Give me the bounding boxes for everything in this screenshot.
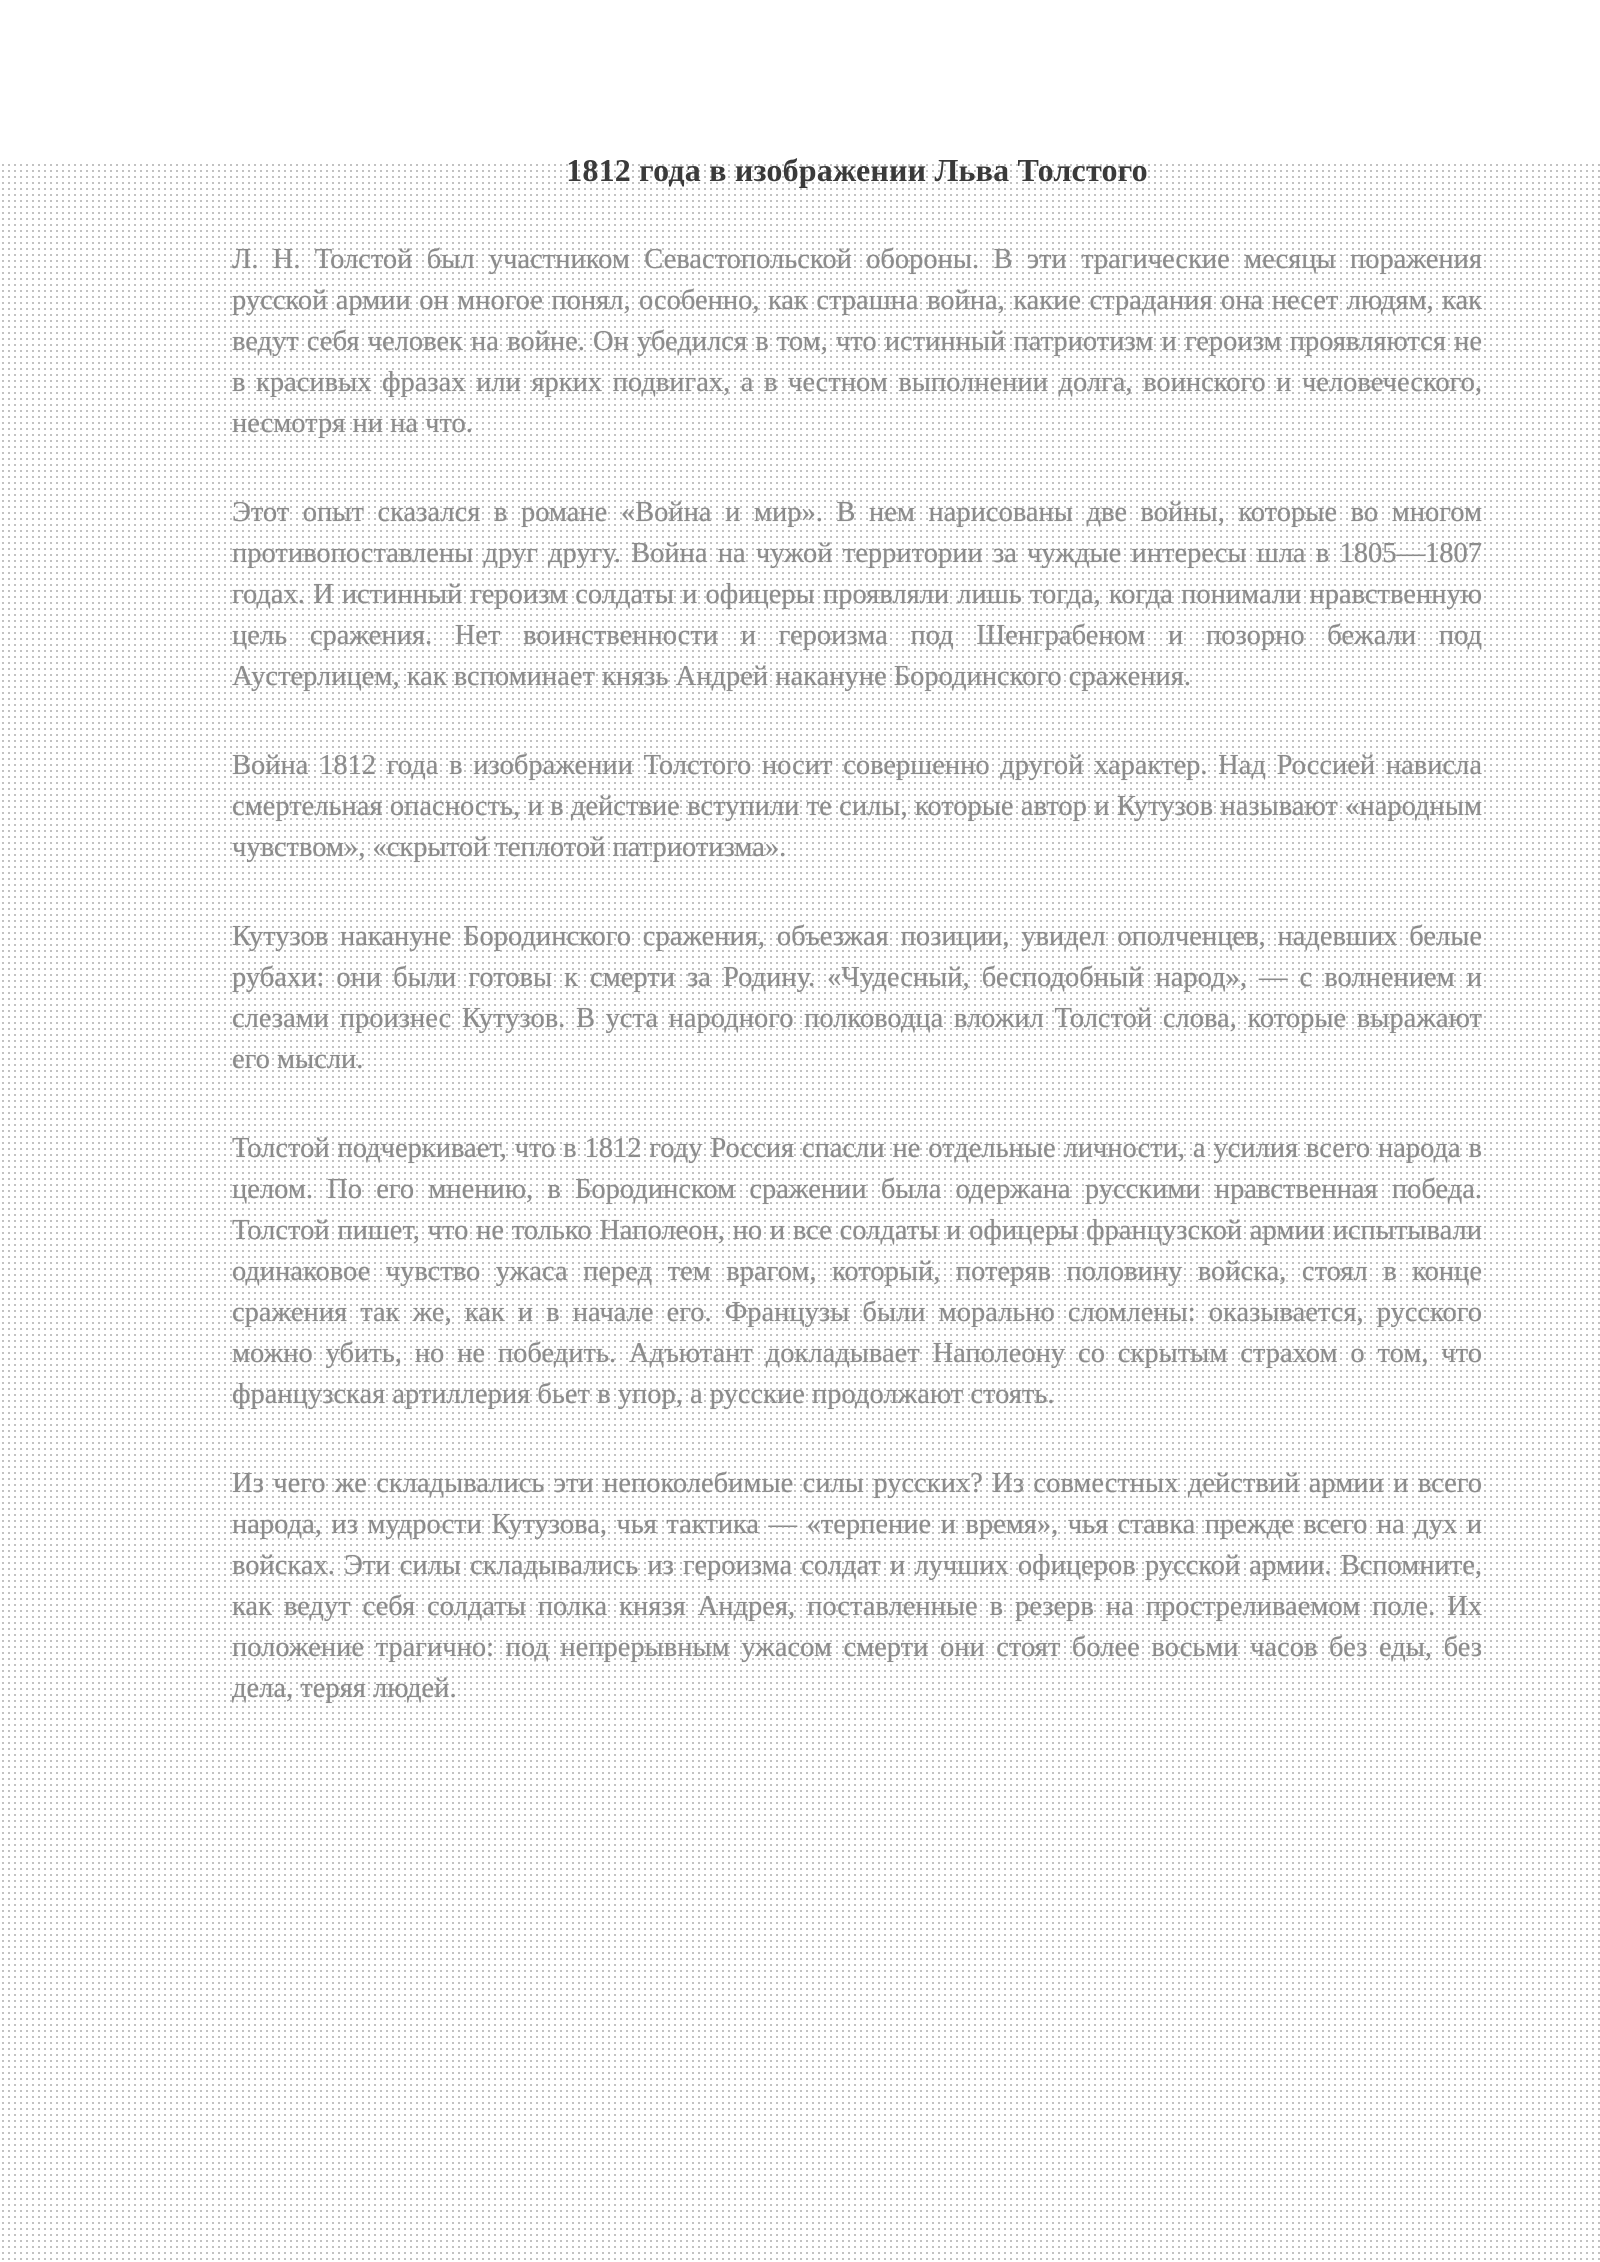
paragraph: Война 1812 года в изображении Толстого носит совершенно другой характер. Над Россией нависла смертельная опасность, и в действие вступили те силы, которые автор и Кутузов называют «народным чувством», «скрытой теплотой патриотизма». — [232, 750, 1482, 863]
paragraph: Толстой подчеркивает, что в 1812 году Россия спасли не отдельные личности, а усилия всего народа в целом. По его мнению, в Бородинском сражении была одержана русскими нравственная победа. Толстой пишет, что не только Наполеон, но и все солдаты и офицеры французской армии испытывали одинаковое чувство ужаса перед тем врагом, который, потеряв половину войска, стоял в конце сражения так же, как и в начале его. Французы были морально сломлены: оказывается, русского можно убить, но не победить. Адъютант докладывает Наполеону со скрытым страхом о том, что французская артиллерия бьет в упор, а русские продолжают стоять. — [232, 1133, 1482, 1410]
paragraph: Из чего же складывались эти непоколебимые силы русских? Из совместных действий армии и всего народа, из мудрости Кутузова, чья тактика — «терпение и время», чья ставка прежде всего на дух и войсках. Эти силы складывались из героизма солдат и лучших офицеров русской армии. Вспомните, как ведут себя солдаты полка князя Андрея, поставленные в резерв на простреливаемом поле. Их положение трагично: под непрерывным ужасом смерти они стоят более восьми часов без еды, без дела, теряя людей. — [232, 1468, 1482, 1704]
document-page — [232, 152, 1482, 1757]
paragraph: Этот опыт сказался в романе «Война и мир». В нем нарисованы две войны, которые во многом противопоставлены друг другу. Война на чужой территории за чуждые интересы шла в 1805—1807 годах. И истинный героизм солдаты и офицеры проявляли лишь тогда, когда понимали нравственную цель сражения. Нет воинственности и героизма под Шенграбеном и позорно бежали под Аустерлицем, как вспоминает князь Андрей накануне Бородинского сражения. — [232, 497, 1482, 692]
paragraph: Кутузов накануне Бородинского сражения, объезжая позиции, увидел ополченцев, надевших белые рубахи: они были готовы к смерти за Родину. «Чудесный, бесподобный народ», — с волнением и слезами произнес Кутузов. В уста народного полководца вложил Толстой слова, которые выражают его мысли. — [232, 921, 1482, 1075]
page-top-margin — [0, 0, 1600, 162]
document-title: 1812 года в изображении Льва Толстого — [566, 152, 1148, 188]
paragraph: Л. Н. Толстой был участником Севастопольской обороны. В эти трагические месяцы поражения русской армии он многое понял, особенно, как страшна война, какие страдания она несет людям, как ведут себя человек на войне. Он убедился в том, что истинный патриотизм и героизм проявляются не в красивых фразах или ярких подвигах, а в честном выполнении долга, воинского и человеческого, несмотря ни на что. — [232, 244, 1482, 439]
